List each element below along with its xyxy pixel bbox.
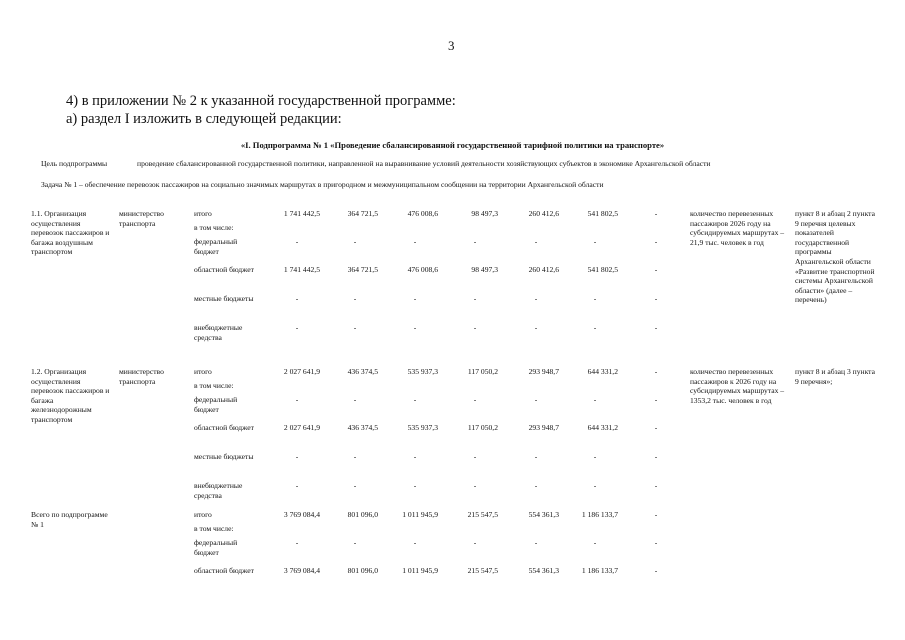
amount-value: 801 096,0 <box>347 566 378 575</box>
amount-value: 554 361,3 <box>528 510 559 519</box>
funding-source-label: федеральный бюджет <box>194 237 238 256</box>
empty-value: - <box>654 395 658 404</box>
empty-value: - <box>413 395 417 404</box>
amount-value: 1 011 945,9 <box>402 510 438 519</box>
intro-line-1: 4) в приложении № 2 к указанной государственной программе: <box>66 93 456 109</box>
empty-value: - <box>534 395 538 404</box>
subprogram-title: «I. Подпрограмма № 1 «Проведение сбалансированной государственной тарифной политики на транспорте» <box>240 140 665 150</box>
target-indicator: количество перевезенных пассажиров 2026 году на субсидируемых маршрутах – 21,9 тыс. человек в год <box>690 209 785 247</box>
empty-value: - <box>534 481 538 490</box>
empty-value: - <box>534 538 538 547</box>
funding-source-label: федеральный бюджет <box>194 538 238 557</box>
amount-value: 1 186 133,7 <box>581 566 618 575</box>
empty-value: - <box>593 481 597 490</box>
empty-value: - <box>654 510 658 519</box>
empty-value: - <box>654 294 658 303</box>
amount-value: 1 741 442,5 <box>283 265 320 274</box>
indicator-reference: пункт 8 и абзац 2 пункта 9 перечня целевых показателей государственной программы Архангельской области «Развитие транспортной системы Архангельской области» (далее – перечень) <box>795 209 875 305</box>
empty-value: - <box>413 237 417 246</box>
empty-value: - <box>353 538 357 547</box>
amount-value: 2 027 641,9 <box>283 423 320 432</box>
empty-value: - <box>654 367 658 376</box>
amount-value: 535 937,3 <box>407 423 438 432</box>
funding-source-label: итого <box>194 510 212 519</box>
empty-value: - <box>473 481 477 490</box>
empty-value: - <box>353 237 357 246</box>
amount-value: 644 331,2 <box>587 367 618 376</box>
funding-source-label: местные бюджеты <box>194 294 254 303</box>
intro-line-2: а) раздел I изложить в следующей редакции: <box>66 111 342 127</box>
amount-value: 1 741 442,5 <box>283 209 320 218</box>
executor: министерство транспорта <box>119 209 164 228</box>
target-indicator: количество перевезенных пассажиров к 2026 году на субсидируемых маршрутах – 1353,2 тыс. человек в год <box>690 367 785 405</box>
empty-value: - <box>353 294 357 303</box>
executor: министерство транспорта <box>119 367 164 386</box>
amount-value: 260 412,6 <box>528 265 559 274</box>
empty-value: - <box>593 294 597 303</box>
funding-source-label: итого <box>194 367 212 376</box>
task-text: Задача № 1 – обеспечение перевозок пассажиров на социально значимых маршрутах в пригородном и межмуниципальном сообщении на территории Архангельской области <box>41 180 604 189</box>
empty-value: - <box>473 538 477 547</box>
funding-source-label: внебюджетные средства <box>194 481 243 500</box>
amount-value: 476 008,6 <box>407 265 438 274</box>
amount-value: 260 412,6 <box>528 209 559 218</box>
amount-value: 2 027 641,9 <box>283 367 320 376</box>
amount-value: 3 769 084,4 <box>283 510 320 519</box>
funding-source-label: федеральный бюджет <box>194 395 238 414</box>
amount-value: 293 948,7 <box>528 367 559 376</box>
empty-value: - <box>593 237 597 246</box>
amount-value: 541 802,5 <box>587 209 618 218</box>
page-number: 3 <box>448 38 455 53</box>
empty-value: - <box>413 452 417 461</box>
empty-value: - <box>654 209 658 218</box>
empty-value: - <box>534 294 538 303</box>
amount-value: 436 374,5 <box>347 423 378 432</box>
measure-name: 1.2. Организация осуществления перевозок пассажиров и багажа железнодорожным транспортом <box>31 367 110 424</box>
funding-source-label: в том числе: <box>194 223 234 232</box>
amount-value: 476 008,6 <box>407 209 438 218</box>
funding-source-label: областной бюджет <box>194 265 254 274</box>
indicator-reference: пункт 8 и абзац 3 пункта 9 перечня»; <box>795 367 875 386</box>
empty-value: - <box>473 395 477 404</box>
amount-value: 541 802,5 <box>587 265 618 274</box>
empty-value: - <box>353 323 357 332</box>
empty-value: - <box>654 237 658 246</box>
empty-value: - <box>593 538 597 547</box>
empty-value: - <box>353 452 357 461</box>
empty-value: - <box>413 538 417 547</box>
empty-value: - <box>353 395 357 404</box>
amount-value: 215 547,5 <box>467 566 498 575</box>
empty-value: - <box>473 294 477 303</box>
empty-value: - <box>593 323 597 332</box>
empty-value: - <box>593 452 597 461</box>
amount-value: 554 361,3 <box>528 566 559 575</box>
amount-value: 117 050,2 <box>467 423 498 432</box>
empty-value: - <box>473 452 477 461</box>
funding-source-label: местные бюджеты <box>194 452 254 461</box>
goal-text: проведение сбалансированной государственной политики, направленной на выравнивание условий деятельности хозяйствующих субъектов в экономике Архангельской области <box>137 159 711 168</box>
empty-value: - <box>654 566 658 575</box>
amount-value: 293 948,7 <box>528 423 559 432</box>
amount-value: 644 331,2 <box>587 423 618 432</box>
amount-value: 364 721,5 <box>347 209 378 218</box>
amount-value: 436 374,5 <box>347 367 378 376</box>
empty-value: - <box>654 423 658 432</box>
empty-value: - <box>295 452 299 461</box>
amount-value: 98 497,3 <box>471 209 498 218</box>
amount-value: 535 937,3 <box>407 367 438 376</box>
empty-value: - <box>654 538 658 547</box>
amount-value: 98 497,3 <box>471 265 498 274</box>
funding-source-label: областной бюджет <box>194 566 254 575</box>
measure-name: 1.1. Организация осуществления перевозок пассажиров и багажа воздушным транспортом <box>31 209 110 257</box>
empty-value: - <box>353 481 357 490</box>
funding-source-label: внебюджетные средства <box>194 323 243 342</box>
amount-value: 117 050,2 <box>467 367 498 376</box>
empty-value: - <box>295 237 299 246</box>
funding-source-label: областной бюджет <box>194 423 254 432</box>
empty-value: - <box>295 538 299 547</box>
funding-source-label: итого <box>194 209 212 218</box>
empty-value: - <box>413 294 417 303</box>
amount-value: 801 096,0 <box>347 510 378 519</box>
measure-name: Всего по подпрограмме № 1 <box>31 510 108 529</box>
empty-value: - <box>534 452 538 461</box>
empty-value: - <box>593 395 597 404</box>
empty-value: - <box>473 323 477 332</box>
funding-source-label: в том числе: <box>194 524 234 533</box>
empty-value: - <box>413 481 417 490</box>
empty-value: - <box>295 323 299 332</box>
goal-label: Цель подпрограммы <box>41 159 108 168</box>
empty-value: - <box>654 323 658 332</box>
empty-value: - <box>295 395 299 404</box>
funding-source-label: в том числе: <box>194 381 234 390</box>
empty-value: - <box>473 237 477 246</box>
amount-value: 215 547,5 <box>467 510 498 519</box>
empty-value: - <box>534 323 538 332</box>
amount-value: 1 011 945,9 <box>402 566 438 575</box>
empty-value: - <box>534 237 538 246</box>
empty-value: - <box>295 481 299 490</box>
empty-value: - <box>413 323 417 332</box>
amount-value: 3 769 084,4 <box>283 566 320 575</box>
empty-value: - <box>654 452 658 461</box>
amount-value: 1 186 133,7 <box>581 510 618 519</box>
amount-value: 364 721,5 <box>347 265 378 274</box>
empty-value: - <box>654 265 658 274</box>
empty-value: - <box>654 481 658 490</box>
empty-value: - <box>295 294 299 303</box>
